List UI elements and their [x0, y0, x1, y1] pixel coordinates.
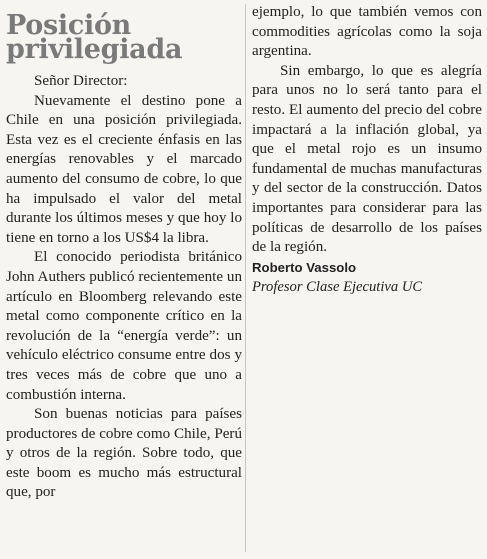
paragraph-4: Sin embargo, lo que es alegría para unos no lo será tanto para el resto. El aumento del precio del cobre impactará a la inflación global, ya que el metal rojo es un insumo fundamental de muchas manufacturas y del sector de la construcción. Datos importantes para considerar para las políticas de desarrollo de los países de la región. — [252, 62, 482, 256]
body-text-right — [252, 3, 482, 258]
paragraph-3: Son buenas noticias para países productores de cobre como Chile, Perú y otros de la región. Sobre todo, que este boom es mucho más estructural que, por — [6, 406, 242, 501]
headline — [6, 10, 242, 65]
paragraph-2: El conocido periodista británico John Authers publicó recientemente un artículo en Bloomberg relevando este metal como componente crítico en la revolución de la “energía verde”: un vehículo eléctrico consume entre dos y tres veces más de cobre que uno a combustión interna. — [6, 249, 242, 403]
author-name: Roberto Vassolo — [252, 259, 357, 275]
left-column — [6, 10, 242, 503]
paragraph-1: Nuevamente el destino pone a Chile en una posición privilegiada. Esta vez es el creciente énfasis en las energías renovables y el marcado aumento del consumo de cobre, lo que ha impulsado el valor del metal durante los últimos meses y que hoy lo tiene en torno a los US$4 la libra. — [6, 92, 242, 246]
author-role: Profesor Clase Ejecutiva UC — [252, 278, 423, 295]
right-column — [252, 3, 482, 297]
salutation: Señor Director: — [34, 73, 128, 89]
column-divider — [245, 4, 246, 552]
headline-line-2: privilegiada — [6, 34, 183, 65]
paragraph-3-continuation: ejemplo, lo que también vemos con commodities agrícolas como la soja argentina. — [252, 4, 482, 60]
body-text-left — [6, 72, 242, 503]
headline-line-1: Posición — [6, 10, 131, 41]
